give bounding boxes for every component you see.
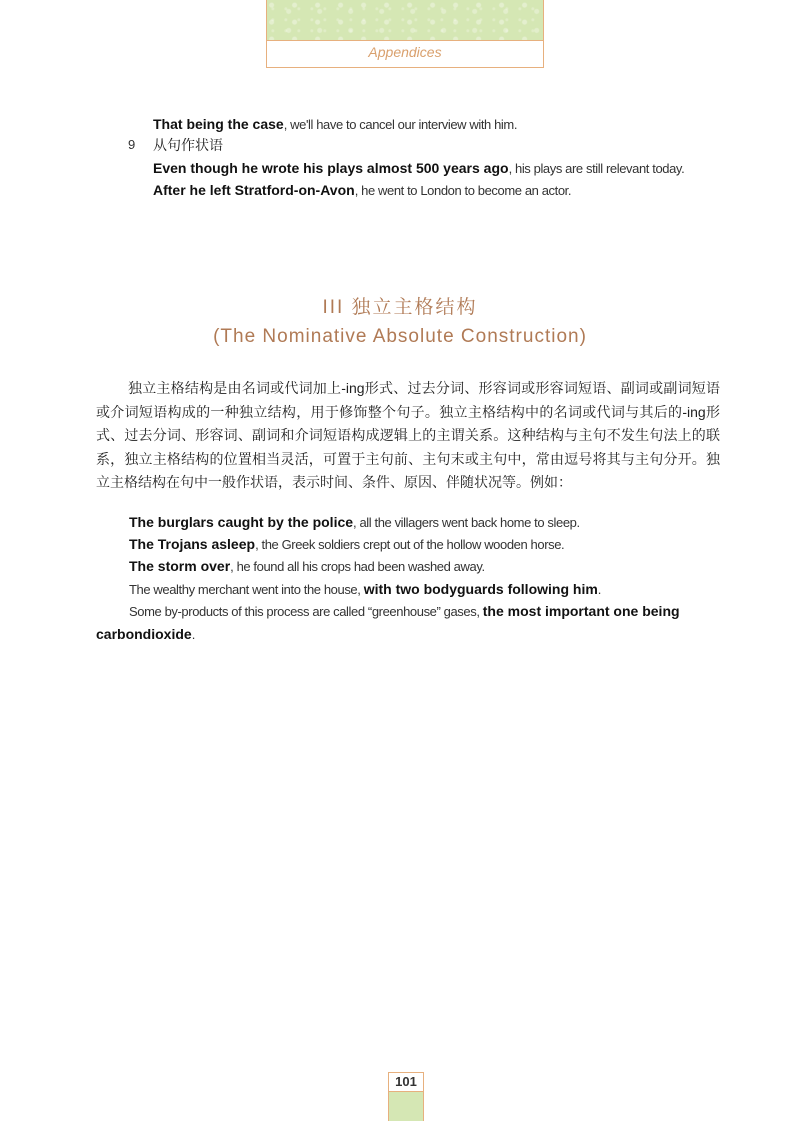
example-rest: , his plays are still relevant today. [508,161,685,176]
example-sentence [129,512,580,533]
example-bold-part: The burglars caught by the police [129,514,354,530]
section-title-chinese: III 独立主格结构 [322,297,478,318]
page-number-strip [388,1092,424,1121]
example-rest: , the Greek soldiers crept out of the hollow wooden horse. [255,537,565,552]
example-sentence [153,158,684,179]
section-label: Appendices [368,44,442,60]
example-bold-part: Even though he wrote his plays almost 500 years ago [153,160,509,176]
example-bold-part: The storm over [129,558,231,574]
item-heading: 从句作状语 [153,137,223,153]
example-rest: , he went to London to become an actor. [354,183,572,198]
example-sentence [129,556,485,577]
header-texture [267,0,543,41]
example-sentence [153,180,571,201]
example-rest: , we'll have to cancel our interview with him. [283,117,518,132]
example-sentence [129,534,564,555]
example-lead: The wealthy merchant went into the house, [129,582,364,597]
example-rest: , all the villagers went back home to sleep. [353,515,580,530]
section-paragraph: 独立主格结构是由名词或代词加上-ing形式、过去分词、形容词或形容词短语、副词或副词短语或介词短语构成的一种独立结构，用于修饰整个句子。独立主格结构中的名词或代词与其后的-ing形式、过去分词、形容词、副词和介词短语构成逻辑上的主谓关系。这种结构与主句不发生句法上的联系，独立主格结构的位置相当灵活，可置于主句前、主句末或主句中，常由逗号将其与主句分开。独立主格结构在句中一般作状语，表示时间、条件、原因、伴随状况等。例如： [96,380,720,490]
example-bold-part: with two bodyguards following him [363,581,598,597]
example-rest: , he found all his crops had been washed away. [230,559,485,574]
example-bold-part: After he left Stratford-on-Avon [153,182,355,198]
example-bold-part: The Trojans asleep [129,536,256,552]
item-number: 9 [128,137,136,152]
example-sentence-continuation [96,624,195,645]
example-lead: Some by-products of this process are called “greenhouse” gases, [129,604,483,619]
section-title-english: (The Nominative Absolute Construction) [213,326,587,347]
page-number: 101 [388,1072,424,1092]
example-sentence [129,579,601,600]
example-rest: . [191,627,195,642]
example-sentence [153,114,517,135]
example-bold-part: That being the case [153,116,284,132]
example-bold-part: carbondioxide [96,626,192,642]
example-sentence [129,601,680,622]
header-tab [266,0,544,68]
example-bold-part: the most important one being [482,603,680,619]
example-rest: . [597,582,601,597]
